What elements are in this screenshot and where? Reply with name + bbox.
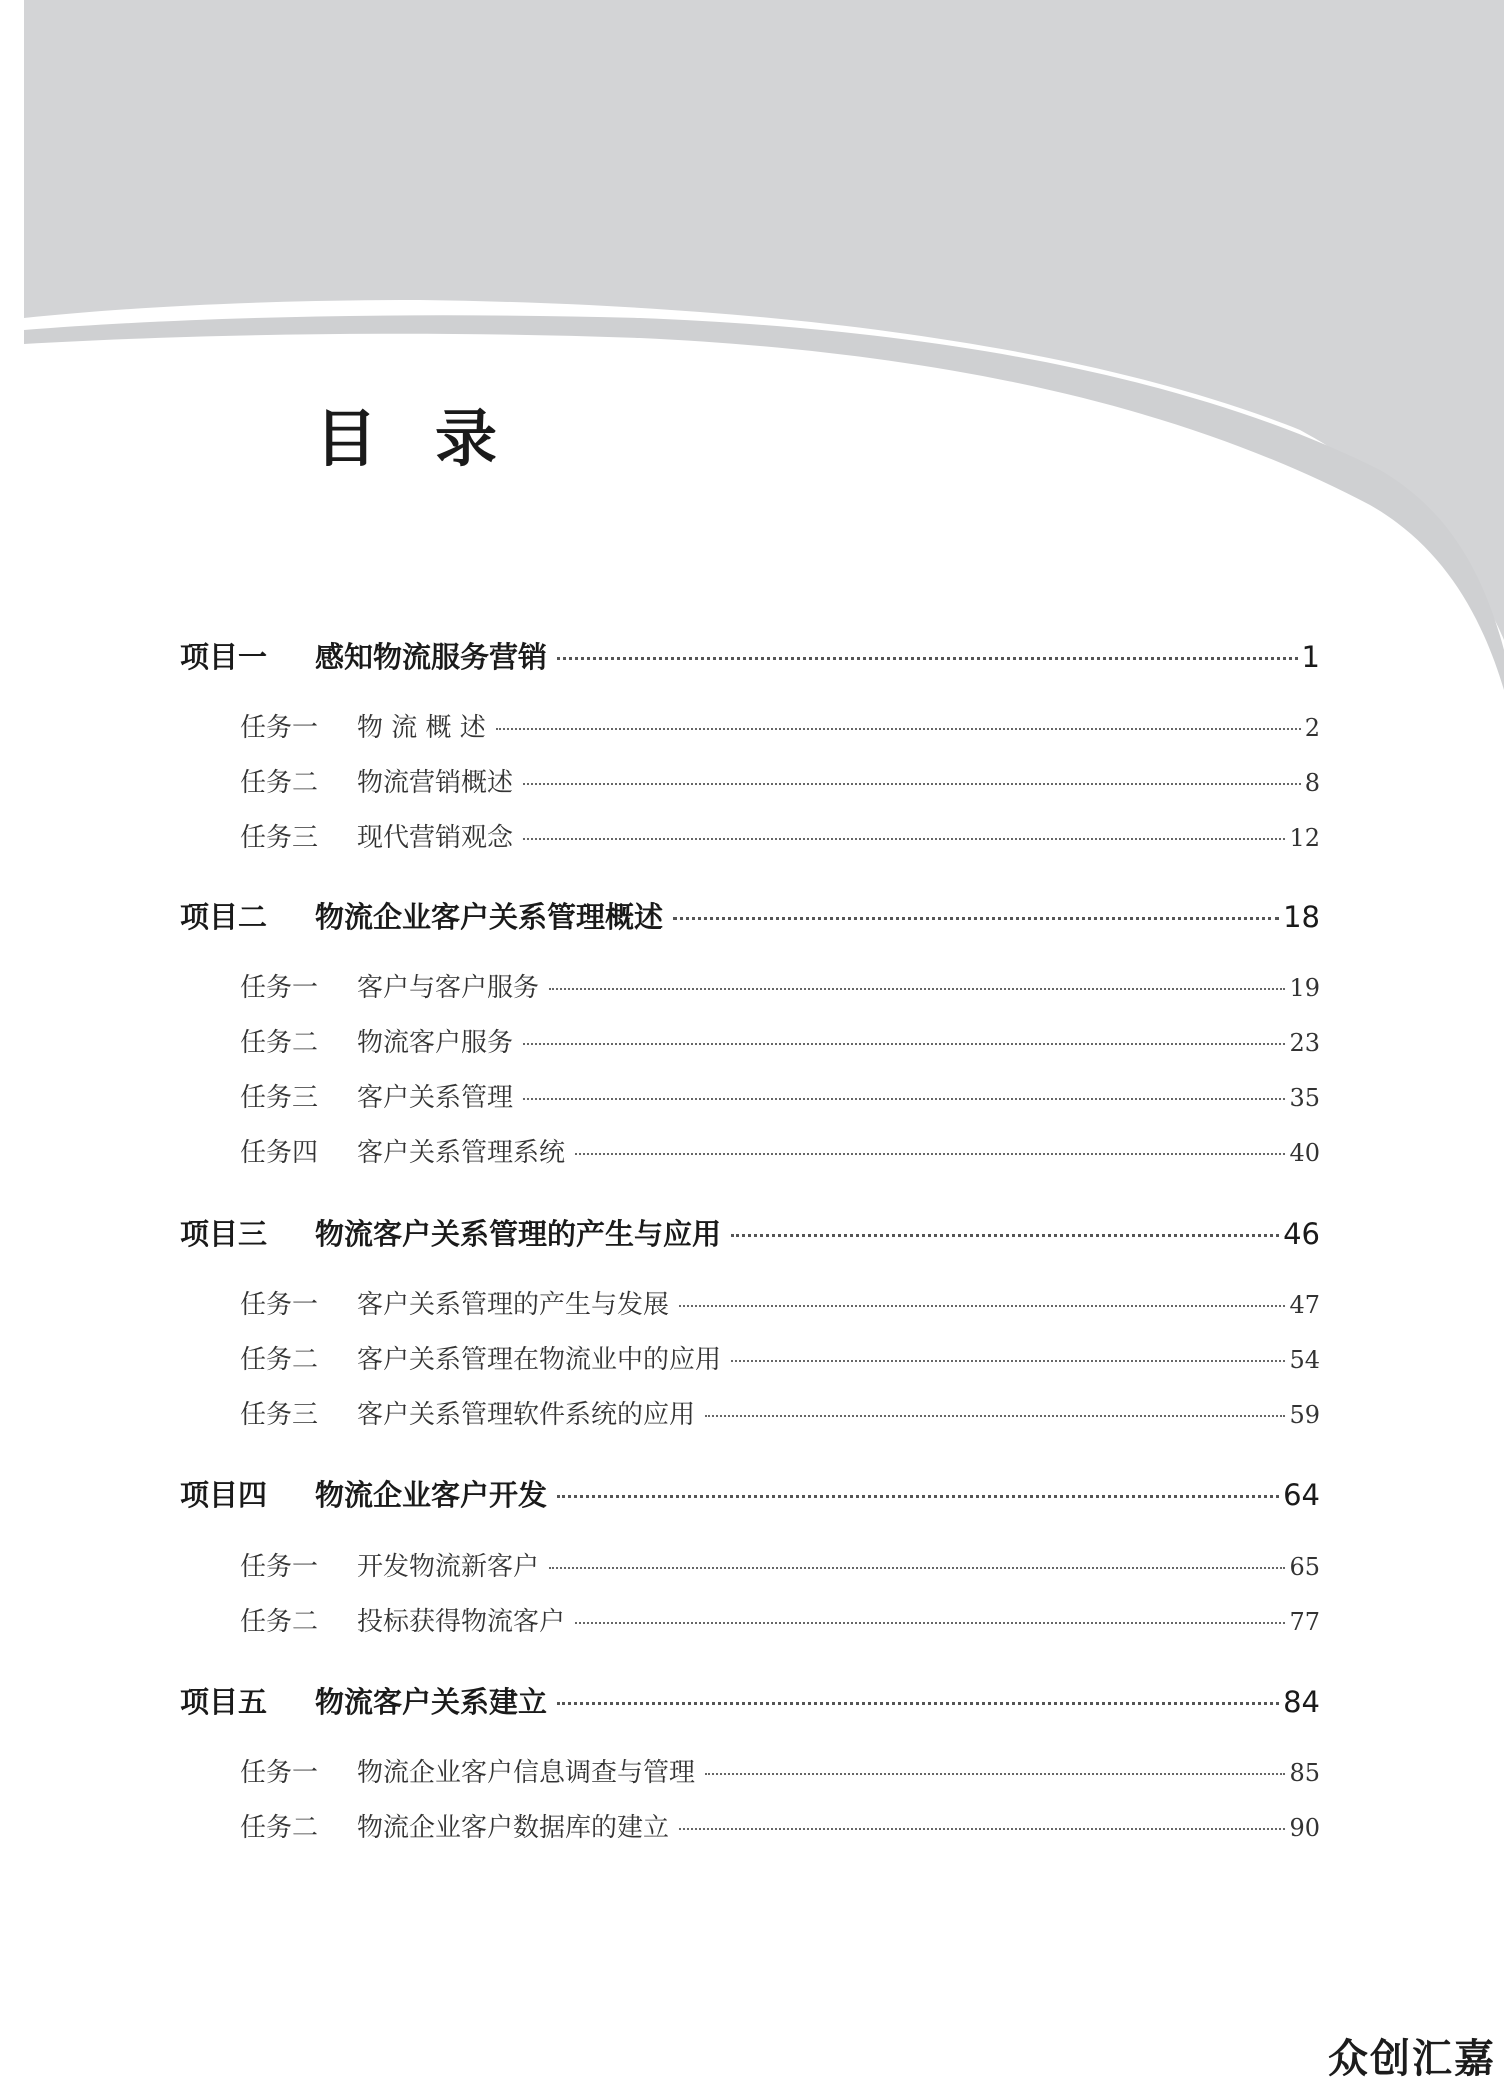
task-label: 任务二 bbox=[240, 1345, 319, 1375]
toc-project-4[interactable] bbox=[180, 1473, 1320, 1514]
task-title: 客户关系管理 bbox=[357, 1083, 514, 1113]
task-label: 任务二 bbox=[240, 768, 319, 798]
task-title: 客户关系管理系统 bbox=[357, 1138, 566, 1168]
toc-task[interactable] bbox=[240, 762, 1320, 799]
toc-task[interactable] bbox=[240, 1077, 1320, 1114]
toc-task[interactable] bbox=[240, 1546, 1320, 1583]
task-title: 客户与客户服务 bbox=[357, 973, 540, 1003]
toc-project-3[interactable] bbox=[180, 1212, 1320, 1253]
project-label: 项目一 bbox=[180, 640, 268, 674]
title-char-1: 目 bbox=[315, 402, 378, 475]
task-label: 任务三 bbox=[240, 1083, 319, 1113]
dot-leader bbox=[679, 1828, 1285, 1830]
page-number: 12 bbox=[1289, 824, 1320, 852]
task-title: 物流客户服务 bbox=[357, 1028, 514, 1058]
dot-leader bbox=[705, 1773, 1285, 1775]
task-title: 现代营销观念 bbox=[357, 823, 514, 853]
page-number: 19 bbox=[1289, 974, 1320, 1002]
dot-leader bbox=[557, 1702, 1279, 1705]
page-number: 18 bbox=[1283, 900, 1320, 934]
dot-leader bbox=[523, 1043, 1285, 1045]
project-label: 项目四 bbox=[180, 1478, 268, 1512]
task-title: 客户关系管理的产生与发展 bbox=[357, 1290, 670, 1320]
dot-leader bbox=[731, 1234, 1279, 1237]
page-number: 65 bbox=[1289, 1553, 1320, 1581]
page-number: 84 bbox=[1283, 1685, 1320, 1719]
task-label: 任务一 bbox=[240, 973, 319, 1003]
page-number: 59 bbox=[1289, 1401, 1320, 1429]
dot-leader bbox=[523, 838, 1285, 840]
task-title: 物流营销概述 bbox=[357, 768, 514, 798]
toc-task[interactable] bbox=[240, 817, 1320, 854]
task-label: 任务一 bbox=[240, 1552, 319, 1582]
page-number: 85 bbox=[1289, 1759, 1320, 1787]
dot-leader bbox=[523, 783, 1301, 785]
task-title: 投标获得物流客户 bbox=[357, 1607, 566, 1637]
task-title: 开发物流新客户 bbox=[357, 1552, 540, 1582]
page-number: 1 bbox=[1301, 640, 1320, 674]
project-title: 物流企业客户关系管理概述 bbox=[315, 900, 664, 934]
toc-task[interactable] bbox=[240, 1394, 1320, 1431]
dot-leader bbox=[496, 728, 1301, 730]
toc-task[interactable] bbox=[240, 1132, 1320, 1169]
toc-task[interactable] bbox=[240, 1284, 1320, 1321]
task-label: 任务三 bbox=[240, 823, 319, 853]
dot-leader bbox=[557, 1495, 1279, 1498]
project-label: 项目五 bbox=[180, 1685, 268, 1719]
project-title: 物流客户关系建立 bbox=[315, 1685, 548, 1719]
toc-task[interactable] bbox=[240, 967, 1320, 1004]
toc-task[interactable] bbox=[240, 1807, 1320, 1844]
project-title: 感知物流服务营销 bbox=[315, 640, 548, 674]
task-title: 客户关系管理在物流业中的应用 bbox=[357, 1345, 722, 1375]
dot-leader bbox=[731, 1360, 1285, 1362]
task-label: 任务一 bbox=[240, 1290, 319, 1320]
task-title: 客户关系管理软件系统的应用 bbox=[357, 1400, 696, 1430]
task-title: 物流企业客户数据库的建立 bbox=[357, 1813, 670, 1843]
dot-leader bbox=[575, 1622, 1285, 1624]
task-label: 任务二 bbox=[240, 1813, 319, 1843]
toc-project-2[interactable] bbox=[180, 895, 1320, 936]
toc-task[interactable] bbox=[240, 1022, 1320, 1059]
page-number: 23 bbox=[1289, 1029, 1320, 1057]
header-decoration bbox=[0, 0, 1504, 720]
project-title: 物流客户关系管理的产生与应用 bbox=[315, 1217, 722, 1251]
dot-leader bbox=[557, 657, 1298, 660]
task-label: 任务一 bbox=[240, 713, 319, 743]
title-char-2: 录 bbox=[435, 402, 498, 475]
task-label: 任务一 bbox=[240, 1758, 319, 1788]
page-number: 40 bbox=[1289, 1139, 1320, 1167]
dot-leader bbox=[673, 917, 1279, 920]
page-number: 47 bbox=[1289, 1291, 1320, 1319]
watermark-logo-text: 众创汇嘉 bbox=[1328, 2036, 1496, 2082]
project-label: 项目三 bbox=[180, 1217, 268, 1251]
task-title: 物 流 概 述 bbox=[357, 713, 486, 743]
dot-leader bbox=[549, 988, 1285, 990]
dot-leader bbox=[549, 1567, 1285, 1569]
task-label: 任务二 bbox=[240, 1607, 319, 1637]
page-number: 54 bbox=[1289, 1346, 1320, 1374]
page-title bbox=[315, 402, 498, 475]
toc-task[interactable] bbox=[240, 1601, 1320, 1638]
page-number: 64 bbox=[1283, 1478, 1320, 1512]
dot-leader bbox=[679, 1305, 1285, 1307]
page-number: 77 bbox=[1289, 1608, 1320, 1636]
page-number: 2 bbox=[1304, 714, 1320, 742]
page-number: 8 bbox=[1304, 769, 1320, 797]
toc-task[interactable] bbox=[240, 707, 1320, 744]
dot-leader bbox=[575, 1153, 1285, 1155]
task-label: 任务三 bbox=[240, 1400, 319, 1430]
page-number: 46 bbox=[1283, 1217, 1320, 1251]
toc-project-1[interactable] bbox=[180, 635, 1320, 676]
task-label: 任务二 bbox=[240, 1028, 319, 1058]
page-number: 35 bbox=[1289, 1084, 1320, 1112]
task-label: 任务四 bbox=[240, 1138, 319, 1168]
task-title: 物流企业客户信息调查与管理 bbox=[357, 1758, 696, 1788]
dot-leader bbox=[523, 1098, 1285, 1100]
toc-task[interactable] bbox=[240, 1339, 1320, 1376]
project-label: 项目二 bbox=[180, 900, 268, 934]
toc-project-5[interactable] bbox=[180, 1680, 1320, 1721]
dot-leader bbox=[705, 1415, 1285, 1417]
project-title: 物流企业客户开发 bbox=[315, 1478, 548, 1512]
page-number: 90 bbox=[1289, 1814, 1320, 1842]
toc-task[interactable] bbox=[240, 1752, 1320, 1789]
